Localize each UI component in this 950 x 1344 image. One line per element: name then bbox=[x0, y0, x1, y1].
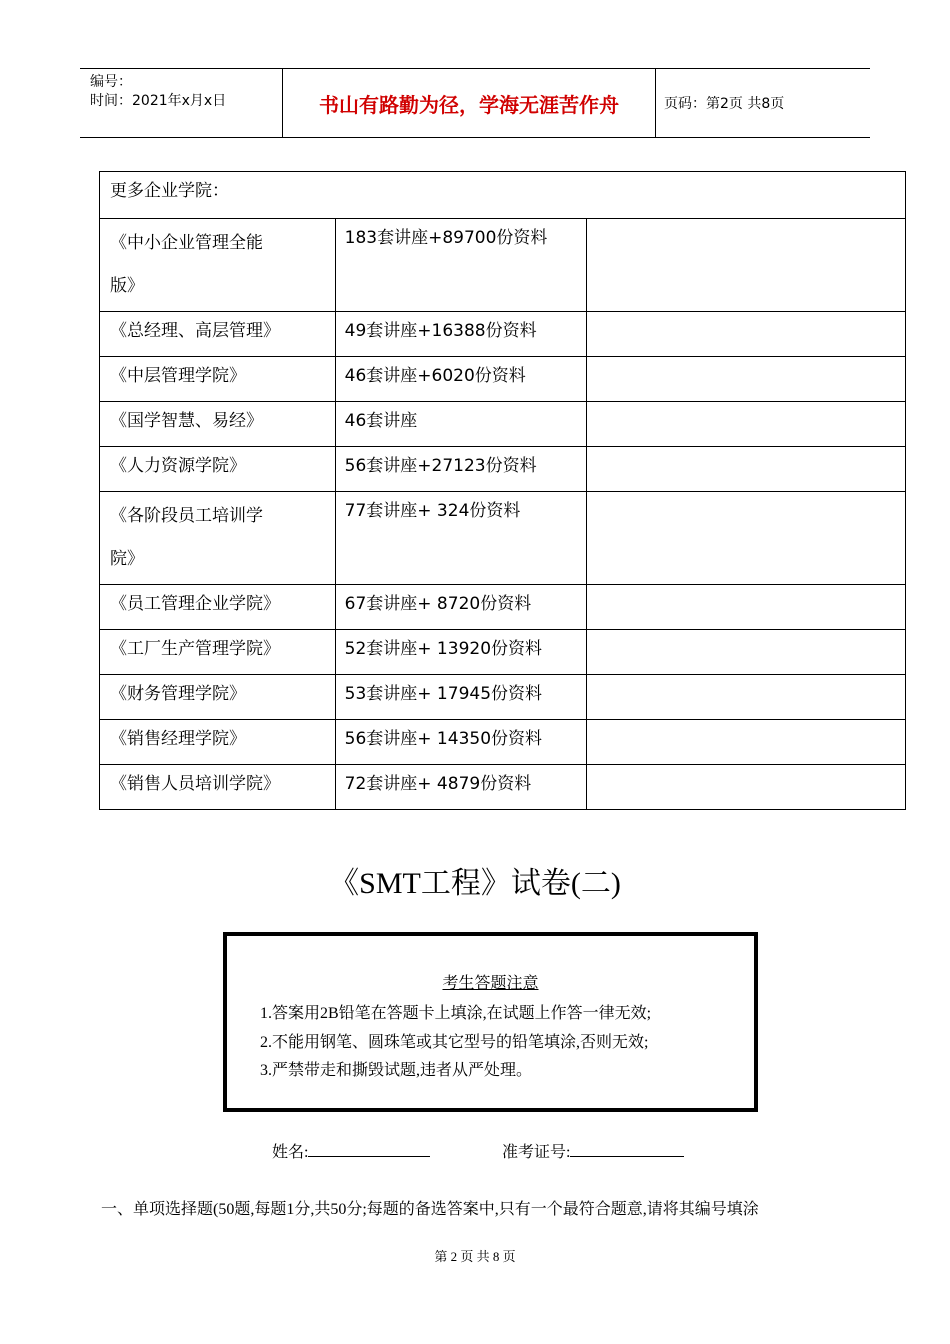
course-name-continued: 版》 bbox=[110, 276, 144, 296]
course-name: 《财务管理学院》 bbox=[110, 684, 246, 704]
course-name: 《总经理、高层管理》 bbox=[110, 321, 280, 341]
table-row bbox=[100, 357, 906, 402]
course-count: 56套讲座+27123份资料 bbox=[335, 447, 587, 492]
id-field[interactable] bbox=[502, 1139, 684, 1162]
course-name: 《人力资源学院》 bbox=[110, 456, 246, 476]
time-label: 时间：2021年x月x日 bbox=[90, 93, 227, 109]
course-name: 《中层管理学院》 bbox=[110, 366, 246, 386]
empty-cell bbox=[587, 357, 906, 402]
course-name-cell bbox=[100, 219, 336, 312]
exam-title: 《SMT工程》试卷(二) bbox=[329, 867, 621, 900]
course-count: 56套讲座+ 14350份资料 bbox=[335, 720, 587, 765]
table-row bbox=[100, 720, 906, 765]
table-row bbox=[100, 402, 906, 447]
header-motto: 书山有路勤为径，学海无涯苦作舟 bbox=[282, 69, 656, 137]
course-name-cell bbox=[100, 402, 336, 447]
notice-title: 考生答题注意 bbox=[442, 975, 539, 992]
course-count: 53套讲座+ 17945份资料 bbox=[335, 675, 587, 720]
empty-cell bbox=[587, 312, 906, 357]
course-name-cell bbox=[100, 447, 336, 492]
course-count: 77套讲座+ 324份资料 bbox=[335, 492, 587, 585]
empty-cell bbox=[587, 219, 906, 312]
course-name-cell bbox=[100, 312, 336, 357]
table-row bbox=[100, 219, 906, 312]
empty-cell bbox=[587, 630, 906, 675]
course-name: 《销售人员培训学院》 bbox=[110, 774, 280, 794]
course-name: 《国学智慧、易经》 bbox=[110, 411, 263, 431]
course-name-continued: 院》 bbox=[110, 549, 144, 569]
course-name-cell bbox=[100, 357, 336, 402]
course-name: 《销售经理学院》 bbox=[110, 729, 246, 749]
course-name: 《中小企业管理全能 bbox=[110, 233, 263, 253]
id-label: 准考证号: bbox=[502, 1144, 571, 1161]
notice-line: 1.答案用2B铅笔在答题卡上填涂,在试题上作答一律无效; bbox=[260, 1005, 652, 1022]
empty-cell bbox=[587, 492, 906, 585]
course-name-cell bbox=[100, 492, 336, 585]
table-row bbox=[100, 675, 906, 720]
course-name-cell bbox=[100, 765, 336, 810]
notice-line: 2.不能用钢笔、圆珠笔或其它型号的铅笔填涂,否则无效; bbox=[260, 1034, 649, 1051]
header-meta bbox=[90, 73, 226, 111]
course-name-cell bbox=[100, 675, 336, 720]
course-count: 183套讲座+89700份资料 bbox=[335, 219, 587, 312]
header-page-info: 页码：第2页 共8页 bbox=[664, 96, 785, 112]
empty-cell bbox=[587, 447, 906, 492]
course-name-cell bbox=[100, 585, 336, 630]
page-footer: 第 2 页 共 8 页 bbox=[434, 1249, 516, 1264]
empty-cell bbox=[587, 720, 906, 765]
course-name-cell bbox=[100, 720, 336, 765]
table-title-row bbox=[100, 172, 906, 219]
number-label: 编号： bbox=[90, 74, 132, 90]
course-name: 《工厂生产管理学院》 bbox=[110, 639, 280, 659]
page-header bbox=[80, 68, 870, 138]
course-count: 46套讲座 bbox=[335, 402, 587, 447]
course-name: 《员工管理企业学院》 bbox=[110, 594, 280, 614]
table-row bbox=[100, 765, 906, 810]
course-count: 67套讲座+ 8720份资料 bbox=[335, 585, 587, 630]
empty-cell bbox=[587, 765, 906, 810]
name-label: 姓名: bbox=[272, 1144, 309, 1161]
table-row bbox=[100, 312, 906, 357]
id-blank[interactable] bbox=[570, 1140, 684, 1157]
name-field[interactable] bbox=[272, 1139, 430, 1162]
table-row bbox=[100, 630, 906, 675]
table-title: 更多企业学院： bbox=[100, 172, 906, 219]
course-name: 《各阶段员工培训学 bbox=[110, 506, 263, 526]
course-table bbox=[99, 171, 906, 810]
table-row bbox=[100, 447, 906, 492]
empty-cell bbox=[587, 585, 906, 630]
course-count: 46套讲座+6020份资料 bbox=[335, 357, 587, 402]
course-count: 72套讲座+ 4879份资料 bbox=[335, 765, 587, 810]
notice-box bbox=[223, 932, 758, 1112]
notice-line: 3.严禁带走和撕毁试题,违者从严处理。 bbox=[260, 1062, 533, 1079]
empty-cell bbox=[587, 402, 906, 447]
table-row bbox=[100, 492, 906, 585]
course-count: 49套讲座+16388份资料 bbox=[335, 312, 587, 357]
course-name-cell bbox=[100, 630, 336, 675]
table-row bbox=[100, 585, 906, 630]
course-count: 52套讲座+ 13920份资料 bbox=[335, 630, 587, 675]
name-blank[interactable] bbox=[308, 1140, 430, 1157]
section-heading: 一、单项选择题(50题,每题1分,共50分;每题的备选答案中,只有一个最符合题意,请将其编号填涂 bbox=[101, 1201, 759, 1218]
empty-cell bbox=[587, 675, 906, 720]
